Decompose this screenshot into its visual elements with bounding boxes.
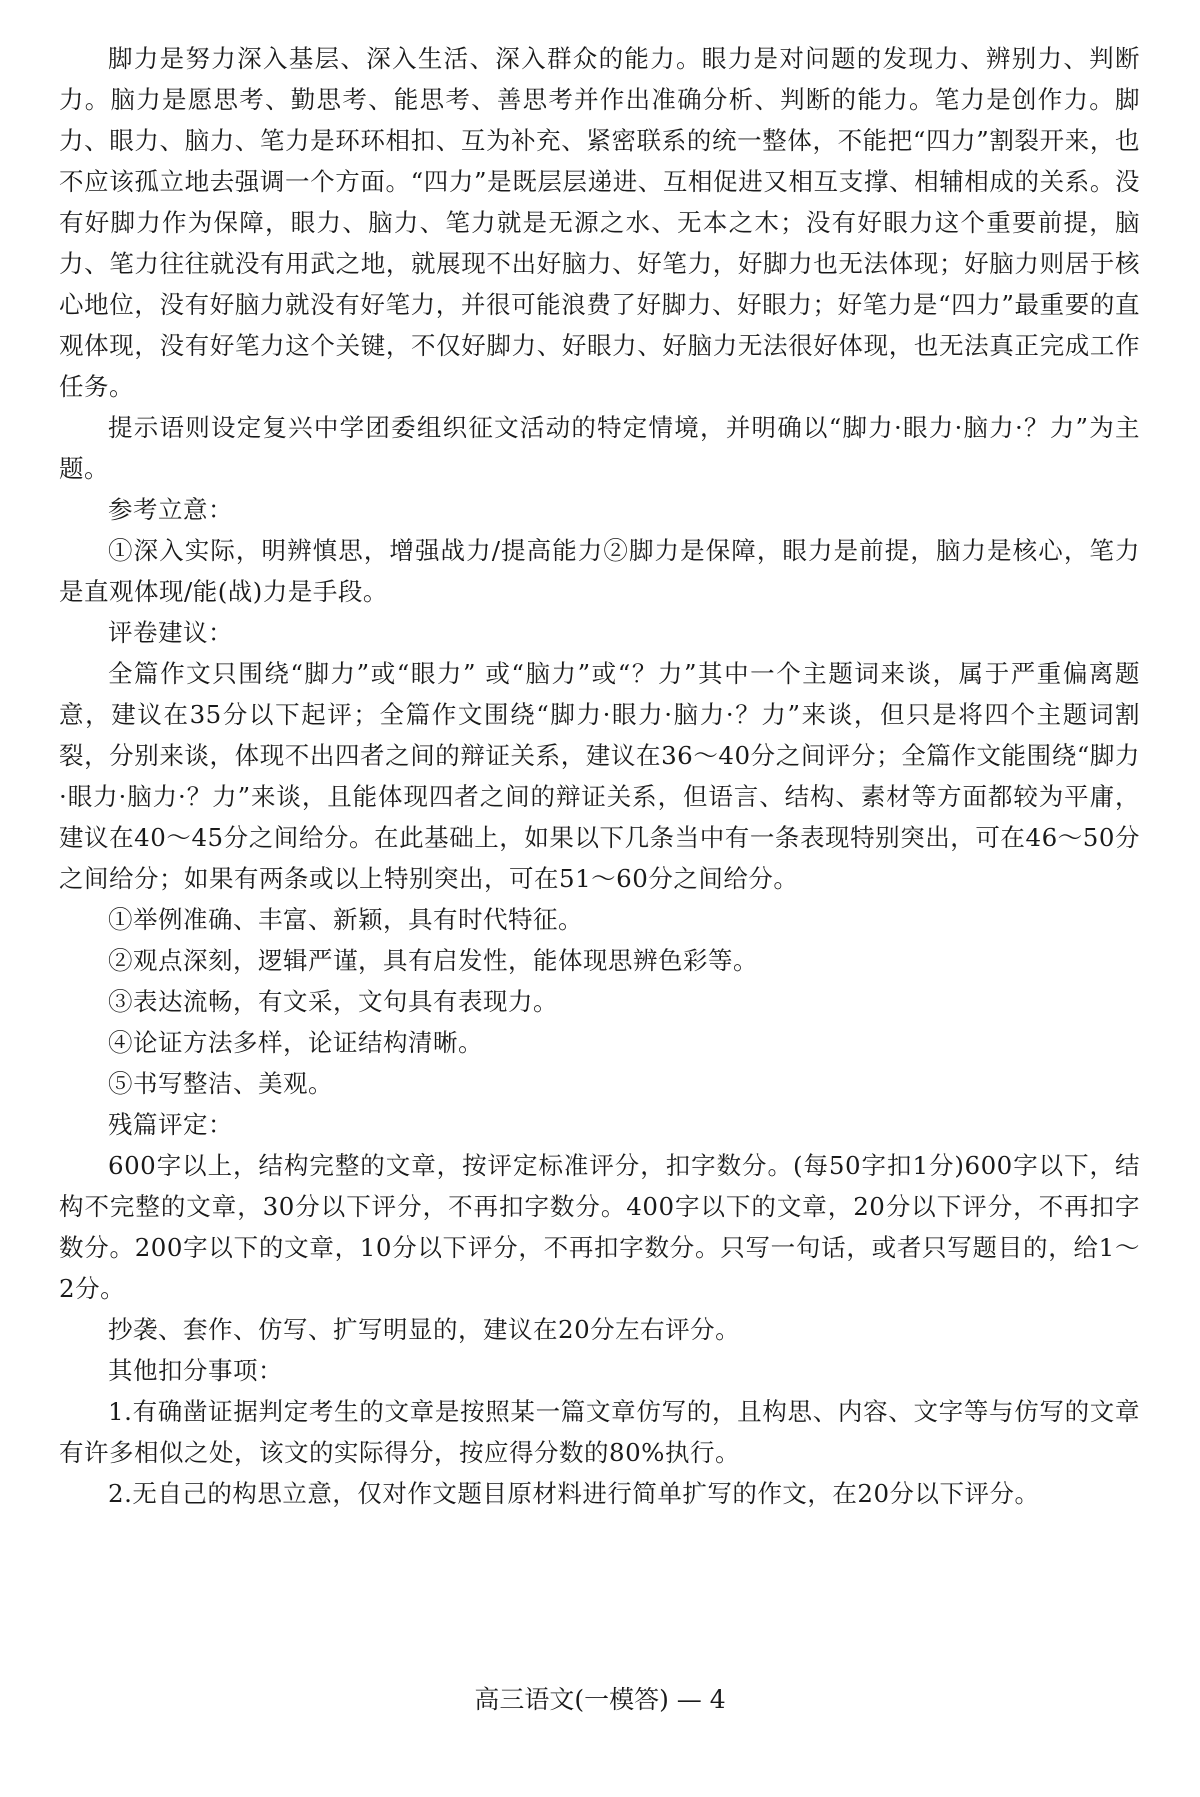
paragraph-reference-theme: ①深入实际，明辨慎思，增强战力/提高能力②脚力是保障，眼力是前提，脑力是核心，笔力是直观体现/能(战)力是手段。 <box>59 536 1140 606</box>
criterion-4: ④论证方法多样，论证结构清晰。 <box>108 1028 483 1057</box>
paragraph-plagiarism: 抄袭、套作、仿写、扩写明显的，建议在20分左右评分。 <box>108 1315 741 1344</box>
heading-reference-theme: 参考立意： <box>108 495 233 524</box>
paragraph-incomplete-essay: 600字以上，结构完整的文章，按评定标准评分，扣字数分。(每50字扣1分)600字以下，结构不完整的文章，30分以下评分，不再扣字数分。400字以下的文章，20分以下评分，不再扣字数分。200字以下的文章，10分以下评分，不再扣字数分。只写一句话，或者只写题目的，给1～2分。 <box>59 1151 1140 1303</box>
page-footer: 高三语文(一模答) — 4 <box>474 1685 726 1714</box>
heading-other-deductions: 其他扣分事项： <box>108 1356 283 1385</box>
document-body <box>59 38 1140 1514</box>
deduction-item-1: 1.有确凿证据判定考生的文章是按照某一篇文章仿写的，且构思、内容、文字等与仿写的文章有许多相似之处，该文的实际得分，按应得分数的80%执行。 <box>59 1397 1140 1467</box>
criterion-2: ②观点深刻，逻辑严谨，具有启发性，能体现思辨色彩等。 <box>108 946 758 975</box>
heading-incomplete-essay: 残篇评定： <box>108 1110 233 1139</box>
paragraph-grading-advice: 全篇作文只围绕“脚力”或“眼力” 或“脑力”或“？力”其中一个主题词来谈，属于严重偏离题意，建议在35分以下起评；全篇作文围绕“脚力·眼力·脑力·？力”来谈，但只是将四个主题词割裂，分别来谈，体现不出四者之间的辩证关系，建议在36～40分之间评分；全篇作文能围绕“脚力·眼力·脑力·？力”来谈，且能体现四者之间的辩证关系，但语言、结构、素材等方面都较为平庸，建议在40～45分之间给分。在此基础上，如果以下几条当中有一条表现特别突出，可在46～50分之间给分；如果有两条或以上特别突出，可在51～60分之间给分。 <box>59 659 1140 893</box>
criterion-5: ⑤书写整洁、美观。 <box>108 1069 333 1098</box>
heading-grading-advice: 评卷建议： <box>108 618 233 647</box>
criterion-3: ③表达流畅，有文采，文句具有表现力。 <box>108 987 558 1016</box>
deduction-item-2: 2.无自己的构思立意，仅对作文题目原材料进行简单扩写的作文，在20分以下评分。 <box>108 1479 1040 1508</box>
criterion-1: ①举例准确、丰富、新颖，具有时代特征。 <box>108 905 583 934</box>
paragraph-four-powers-explanation: 脚力是努力深入基层、深入生活、深入群众的能力。眼力是对问题的发现力、辨别力、判断力。脑力是愿思考、勤思考、能思考、善思考并作出准确分析、判断的能力。笔力是创作力。脚力、眼力、脑力、笔力是环环相扣、互为补充、紧密联系的统一整体，不能把“四力”割裂开来，也不应该孤立地去强调一个方面。“四力”是既层层递进、互相促进又相互支撑、相辅相成的关系。没有好脚力作为保障，眼力、脑力、笔力就是无源之水、无本之木；没有好眼力这个重要前提，脑力、笔力往往就没有用武之地，就展现不出好脑力、好笔力，好脚力也无法体现；好脑力则居于核心地位，没有好脑力就没有好笔力，并很可能浪费了好脚力、好眼力；好笔力是“四力”最重要的直观体现，没有好笔力这个关键，不仅好脚力、好眼力、好脑力无法很好体现，也无法真正完成工作任务。 <box>59 44 1140 401</box>
paragraph-prompt-context: 提示语则设定复兴中学团委组织征文活动的特定情境，并明确以“脚力·眼力·脑力·？力”为主题。 <box>59 413 1140 483</box>
